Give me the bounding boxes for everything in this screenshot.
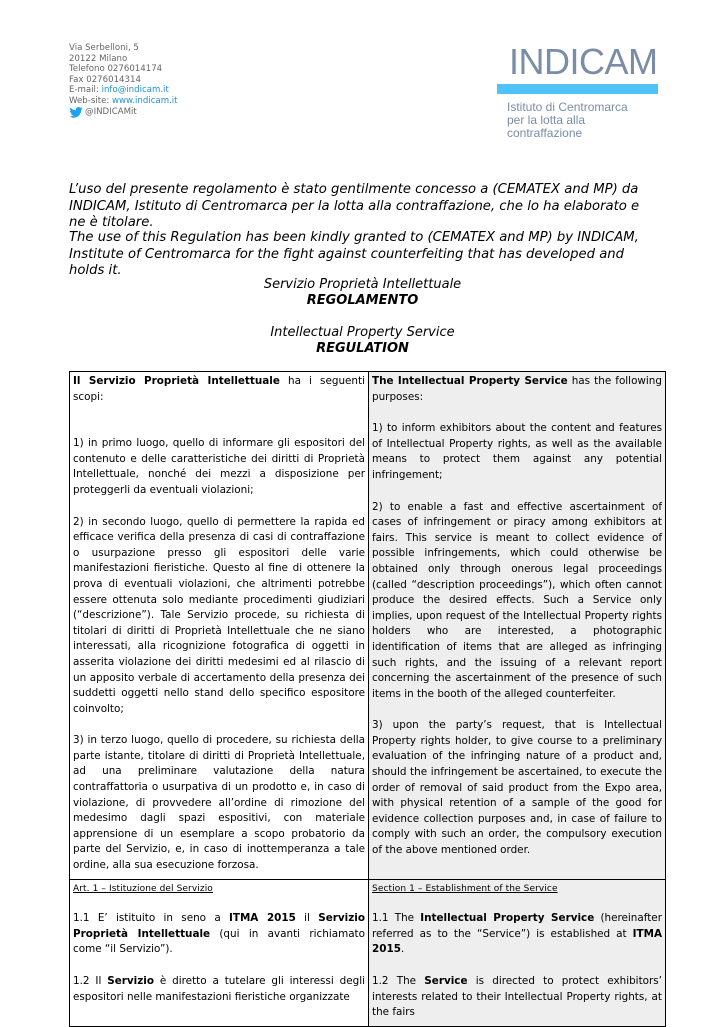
title-italian: Servizio Proprietà Intellettuale REGOLAMENTO [263, 277, 462, 308]
table-row [70, 372, 666, 880]
italian-purposes-cell: Il Servizio Proprietà Intellettuale ha i seguenti scopi: 1) in primo luogo, quello di informare gli espositori del contenuto e delle caratteristiche dei diritti di Proprietà Intellettuale, nonché dei mezzi a disposizione per proteggerli da eventuali violazioni; 2) in secondo luogo, quello di permettere la rapida ed efficace verifica della presenza di casi di contraffazione o usurpazione presso gli espositori delle varie manifestazioni fieristiche. Questo al fine di ottenere la prova di eventuali violazioni, che altrimenti potrebbe essere ottenuta solo mediante procedimenti giudiziari (“descrizione”). Tale Servizio procede, su richiesta di titolari di diritti di Proprietà Intellettuale che ne siano interessati, alla ricognizione fotografica di oggetti in asserita violazione dei diritti medesimi ed al rilascio di un apposito verbale di accertamento della presenza dei suddetti oggetti nello stand dello specifico espositore coinvolto; 3) in terzo luogo, quello di procedere, su richiesta della parte istante, titolare di diritti di Proprietà Intellettuale, ad una preliminare valutazione della natura contraffattoria o usurpativa di un prodotto e, in caso di violazione, di provvedere all’ordine di rimozione del medesimo dagli spazi espositivi, con materiale apprensione di un esemplare a scopo probatorio da parte del Servizio, e, in caso di inottemperanza a tale ordine, alla sua esecuzione forzosa. [70, 372, 369, 880]
web-line: Web-site: www.indicam.it [69, 95, 178, 106]
twitter-handle[interactable]: @INDICAMit [85, 106, 137, 117]
logo-bar [497, 84, 658, 94]
email-line: E-mail: info@indicam.it [69, 85, 169, 96]
address-line-1: Via Serbelloni, 5 [69, 43, 139, 53]
logo-tagline: Istituto di Centromarca per la lotta alla contraffazione [507, 100, 628, 140]
article-heading: Art. 1 – Istituzione del Servizio [73, 883, 213, 894]
logo-name: INDICAM [509, 41, 658, 82]
twitter-icon [69, 107, 83, 118]
title-english: Intellectual Property Service REGULATION [270, 325, 455, 356]
address-line-2: 20122 Milano [69, 53, 128, 64]
section-heading: Section 1 – Establishment of the Service [372, 883, 558, 894]
email-link[interactable]: info@indicam.it [101, 85, 169, 96]
twitter-line [69, 107, 178, 118]
indicam-logo [497, 41, 659, 140]
table-row [70, 879, 666, 1026]
regulation-table [69, 371, 666, 1027]
contact-block [69, 43, 178, 118]
web-link[interactable]: www.indicam.it [112, 95, 178, 106]
italian-article-1-cell: Art. 1 – Istituzione del Servizio 1.1 E’ istituito in seno a ITMA 2015 il Servizio Proprietà Intellettuale (qui in avanti richiamato come “il Servizio”). 1.2 Il Servizio è diretto a tutelare gli interessi degli espositori nelle manifestazioni fieristiche organizzate [70, 879, 369, 1026]
phone-line: Telefono 0276014174 [69, 64, 163, 75]
fax-line: Fax 0276014314 [69, 74, 141, 85]
intro-english: The use of this Regulation has been kindly granted to (CEMATEX and MP) by INDICAM, Institute of Centromarca for the fight against counterfeiting that has developed and holds it. [69, 230, 639, 279]
english-purposes-cell: The Intellectual Property Service has the following purposes: 1) to inform exhibitors about the content and features of Intellectual Property rights, as well as the available means to protect them against any potential infringement; 2) to enable a fast and effective ascertainment of cases of infringement or piracy among exhibitors at fairs. This service is meant to collect evidence of possible infringements, which could otherwise be obtained only through onerous legal proceedings (called “description proceedings”), which often cannot produce the desired effects. Such a Service only implies, upon request of the Intellectual Property rights holders who are interested, a photographic identification of items that are alleged as infringing such rights, and the issuing of a relevant report concerning the ascertainment of the presence of such items in the booth of the alleged counterfeiter. 3) upon the party’s request, that is Intellectual Property rights holder, to give course to a preliminary evaluation of the infringing nature of a product and, should the infringement be ascertained, to execute the order of removal of said product from the Expo area, with physical retention of a sample of the good for evidence collection purposes and, in case of failure to comply with such an order, the compulsory execution of the above mentioned order. [369, 372, 666, 880]
english-section-1-cell: Section 1 – Establishment of the Service 1.1 The Intellectual Property Service (hereinafter referred as to the “Service”) is established at ITMA 2015. 1.2 The Service is directed to protect exhibitors’ interests related to their Intellectual Property rights, at the fairs [369, 879, 666, 1026]
intro-italian: L’uso del presente regolamento è stato gentilmente concesso a (CEMATEX and MP) da INDICAM, Istituto di Centromarca per la lotta alla contraffazione, che lo ha elaborato e ne è titolare. [69, 182, 640, 231]
